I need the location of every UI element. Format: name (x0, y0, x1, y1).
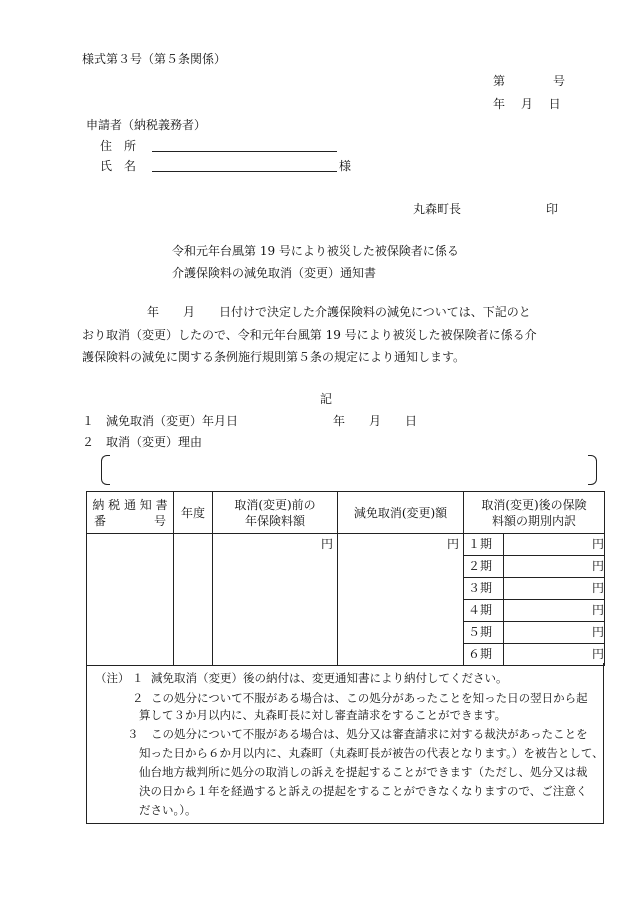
header-fiscal-year: 年度 (174, 492, 213, 534)
note-3-line-2: 知った日から６か月以内に、丸森町（丸森町長が被告の代表となります。）を被告として、 (139, 746, 604, 760)
note-3-line-1: この処分について不服がある場合は、処分又は審査請求に対する裁決があったことを (151, 727, 588, 741)
body-line-1: 年 月 日付けで決定した介護保険料の減免については、下記のと (147, 305, 531, 319)
reason-field[interactable] (112, 455, 584, 483)
period-amount-2[interactable]: 円 (504, 556, 605, 578)
issuer-name: 丸森町長 (413, 202, 462, 216)
period-amount-3[interactable]: 円 (504, 578, 605, 600)
ki-heading: 記 (320, 392, 333, 406)
premium-table (86, 491, 605, 666)
header-notice-number: 納 税 通 知 書 番 号 (87, 492, 174, 534)
address-field[interactable] (152, 151, 337, 152)
note-1-number: １ (132, 671, 144, 685)
period-amount-6[interactable]: 円 (504, 644, 605, 666)
period-amount-4[interactable]: 円 (504, 600, 605, 622)
reason-bracket-left (101, 455, 110, 485)
body-line-2: おり取消（変更）したので、令和元年台風第 19 号により被災した被保険者に係る介 (82, 328, 537, 342)
form-label: 様式第３号（第５条関係） (82, 52, 227, 66)
period-label-1: １期 (464, 534, 504, 556)
title-line-1: 令和元年台風第 19 号により被災した被保険者に係る (172, 244, 459, 258)
item-2-label: 取消（変更）理由 (106, 435, 203, 449)
name-label: 氏 名 (100, 159, 137, 173)
period-label-4: ４期 (464, 600, 504, 622)
item-1-label: 減免取消（変更）年月日 (106, 414, 239, 428)
document-date: 年 月 日 (493, 97, 561, 111)
yen-label: 円 (446, 537, 459, 551)
cell-reduction-amount[interactable] (338, 534, 464, 666)
note-3-line-5: ださい。）。 (139, 803, 197, 817)
address-label: 住 所 (100, 139, 137, 153)
note-2-line-1: この処分について不服がある場合は、この処分があったことを知った日の翌日から起 (151, 691, 588, 705)
period-label-3: ３期 (464, 578, 504, 600)
honorific: 様 (339, 159, 352, 173)
note-1-text: 減免取消（変更）後の納付は、変更通知書により納付してください。 (151, 671, 508, 685)
item-2-number: ２ (82, 435, 95, 449)
period-amount-1[interactable]: 円 (504, 534, 605, 556)
header-annual-premium-before: 取消(変更)前の 年保険料額 (213, 492, 338, 534)
cell-annual-premium-before[interactable] (213, 534, 338, 666)
item-1-number: １ (82, 414, 95, 428)
note-2-line-2: 算して３か月以内に、丸森町長に対し審査請求をすることができます。 (139, 708, 507, 722)
cell-notice-number[interactable] (87, 534, 174, 666)
yen-label: 円 (320, 537, 333, 551)
cell-fiscal-year[interactable] (174, 534, 213, 666)
body-line-3: 護保険料の減免に関する条例施行規則第５条の規定により通知します。 (82, 350, 466, 364)
applicant-title: 申請者（納税義務者） (86, 118, 207, 132)
period-amount-5[interactable]: 円 (504, 622, 605, 644)
title-line-2: 介護保険料の減免取消（変更）通知書 (172, 266, 377, 280)
note-3-line-4: 決の日から１年を経過すると訴えの提起をすることができなくなりますので、ご注意く (139, 784, 588, 798)
name-field[interactable] (152, 171, 337, 172)
period-label-6: ６期 (464, 644, 504, 666)
header-reduction-amount: 減免取消(変更)額 (338, 492, 464, 534)
period-label-5: ５期 (464, 622, 504, 644)
note-3-line-3: 仙台地方裁判所に処分の取消しの訴えを提起することができます（ただし、処分又は裁 (139, 765, 588, 779)
note-2-number: ２ (132, 691, 144, 705)
seal-mark: 印 (546, 202, 559, 216)
notes-box (86, 663, 604, 824)
period-label-2: ２期 (464, 556, 504, 578)
reason-bracket-right (588, 455, 597, 485)
document-number: 第 号 (493, 74, 566, 88)
header-period-breakdown: 取消(変更)後の保険 料額の期別内訳 (464, 492, 605, 534)
notes-prefix: （注） (95, 671, 130, 685)
item-1-date: 年 月 日 (333, 414, 418, 428)
note-3-number: ３ (127, 727, 139, 741)
